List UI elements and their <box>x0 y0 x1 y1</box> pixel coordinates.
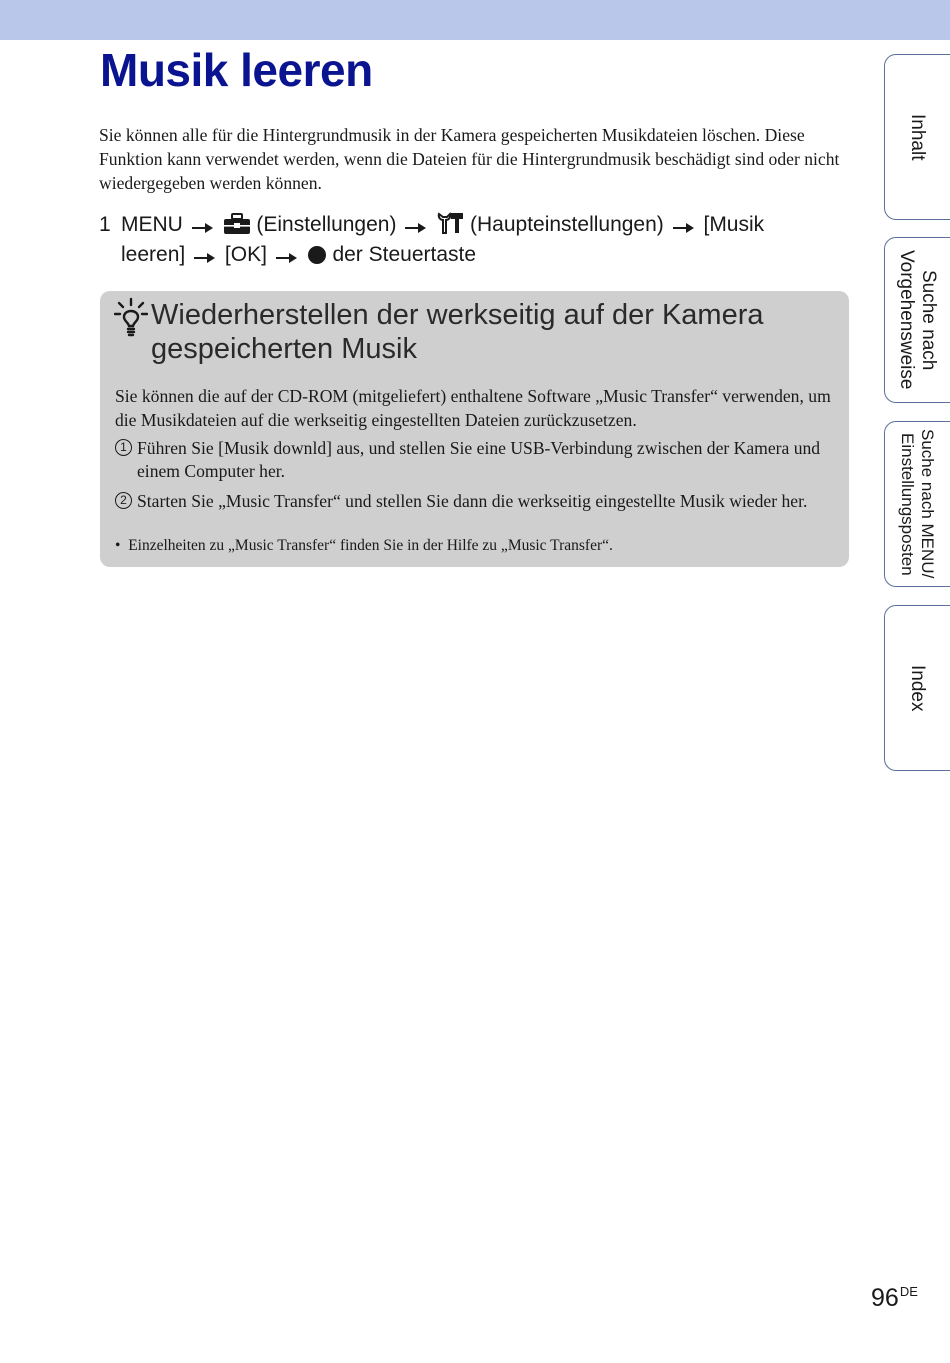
arrow-icon <box>191 221 215 235</box>
hint-step-text: Starten Sie „Music Transfer“ und stellen Sie dann die werkseitig eingestellte Musik wieder her. <box>137 491 808 511</box>
tab-index[interactable] <box>884 605 950 771</box>
arrow-icon <box>672 221 696 235</box>
wrench-icon <box>436 211 464 235</box>
hint-paragraph: Sie können die auf der CD-ROM (mitgeliefert) enthaltene Software „Music Transfer“ verwenden, um die Musikdateien auf die werkseitig eingestellten Dateien zurückzusetzen. <box>115 386 831 430</box>
hint-step-2 <box>115 490 825 513</box>
circled-number: 1 <box>115 439 132 456</box>
page-title: Musik leeren <box>100 44 373 96</box>
settings-label: (Einstellungen) <box>256 213 397 236</box>
tab-label: Suche nach MENU/ Einstellungsposten <box>898 429 937 579</box>
main-settings-label: (Haupteinstellungen) <box>470 213 664 236</box>
hint-step-text: Führen Sie [Musik downld] aus, und stellen Sie eine USB-Verbindung zwischen der Kamera und einem Computer her. <box>137 438 821 481</box>
bullet: • <box>115 537 121 554</box>
step-1 <box>99 210 839 270</box>
hint-step-1 <box>115 437 825 483</box>
step-number: 1 <box>99 213 111 236</box>
ok-label: [OK] <box>224 243 267 266</box>
page-number: 96DE <box>871 1284 918 1312</box>
intro-paragraph: Sie können alle für die Hintergrundmusik in der Kamera gespeicherten Musikdateien löschen. Diese Funktion kann verwendet werden, wenn die Dateien für die Hintergrundmusik beschädigt sind oder nicht wiedergegeben werden können. <box>99 125 840 193</box>
center-button-icon <box>307 245 327 265</box>
tab-suche-vorgehensweise[interactable] <box>884 237 950 403</box>
tab-label: Inhalt <box>907 113 928 161</box>
toolbox-icon <box>223 213 251 235</box>
arrow-icon <box>275 251 299 265</box>
menu-item-label-a: [Musik <box>703 213 765 236</box>
arrow-icon <box>193 251 217 265</box>
tab-inhalt[interactable] <box>884 54 950 220</box>
menu-item-label-b: leeren] <box>121 243 186 266</box>
page-suffix: DE <box>899 1284 918 1299</box>
hint-title: Wiederherstellen der werkseitig auf der Kamera gespeicherten Musik <box>151 299 764 365</box>
hint-box <box>100 291 849 567</box>
lightbulb-icon <box>114 297 148 339</box>
arrow-icon <box>404 221 428 235</box>
circled-number: 2 <box>115 492 132 509</box>
tab-suche-menu[interactable] <box>884 421 950 587</box>
top-banner <box>0 0 950 40</box>
tab-label: Index <box>907 664 928 712</box>
note-text: Einzelheiten zu „Music Transfer“ finden Sie in der Hilfe zu „Music Transfer“. <box>128 537 613 554</box>
hint-note <box>115 536 835 556</box>
step-instruction <box>121 210 839 270</box>
menu-label: MENU <box>121 213 183 236</box>
tab-label: Suche nach Vorgehensweise <box>896 250 939 390</box>
control-wheel-label: der Steuertaste <box>332 243 477 266</box>
